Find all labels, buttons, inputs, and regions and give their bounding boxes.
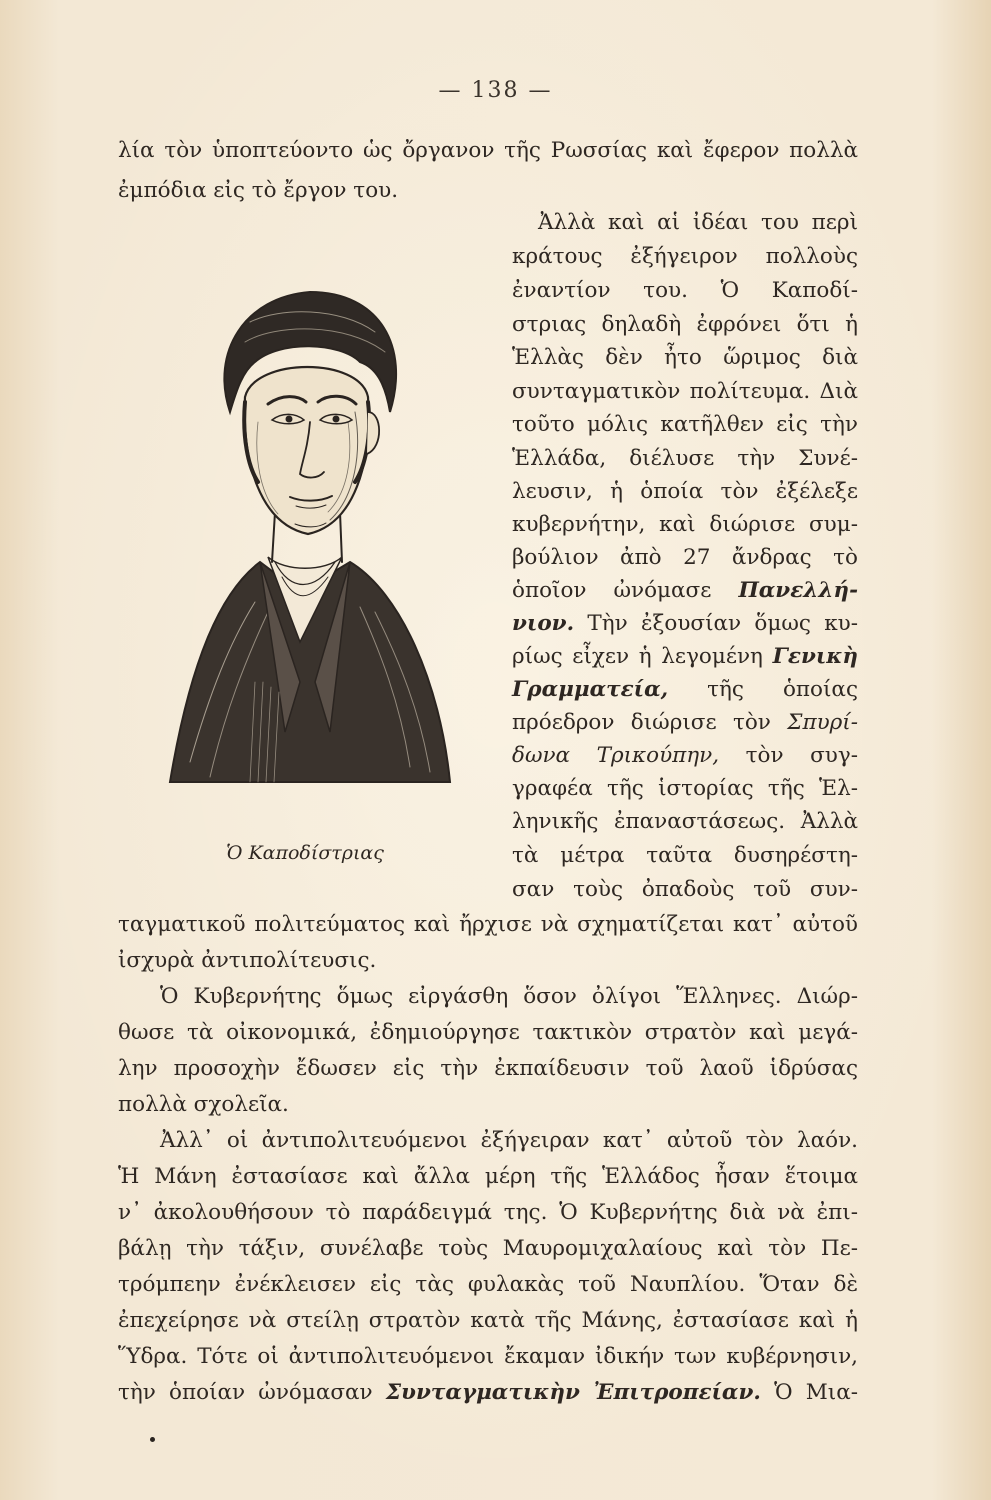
text-line: Ὕδρα. Τότε οἱ ἀντιπολιτευόμενοι ἔκαμαν ἰδικήν των κυβέρνησιν, [118, 1344, 858, 1369]
text-line: Ἑλλάδα, διέλυσε τὴν Συνέ- [512, 446, 858, 471]
text-line: συνταγματικὸν πολίτευμα. Διὰ [512, 379, 858, 404]
text-line: βάλῃ τὴν τάξιν, συνέλαβε τοὺς Μαυρομιχαλαίους καὶ τὸν Πε- [118, 1236, 858, 1261]
council-name: Πανελλή- [738, 578, 858, 603]
person-name: Σπυρί- [787, 710, 858, 735]
text-line: κράτους ἐξήγειρον πολλοὺς [512, 244, 858, 269]
text-line: λία τὸν ὑποπτεύοντο ὡς ὄργανον τῆς Ρωσσίας καὶ ἔφερον πολλὰ [118, 138, 858, 163]
text-line: Ἀλλὰ καὶ αἱ ἰδέαι του περὶ [538, 210, 858, 235]
text-line: Ἡ Μάνη ἐστασίασε καὶ ἄλλα μέρη τῆς Ἑλλάδος ἦσαν ἕτοιμα [118, 1164, 858, 1189]
text-line: Ἑλλὰς δὲν ἦτο ὥριμος διὰ [512, 345, 858, 370]
person-name-cont: δωνα Τρικούπην, [512, 743, 720, 768]
text-segment: ὁποῖον ὠνόμασε [512, 578, 712, 603]
secretariat-name-cont: Γραμματεία, [512, 677, 669, 702]
text-segment: τῆς ὁποίας [707, 677, 858, 702]
text-segment: Ὁ Μια- [774, 1380, 859, 1405]
text-line [512, 613, 858, 635]
text-line [118, 1382, 858, 1404]
text-line: ταγματικοῦ πολιτεύματος καὶ ἤρχισε νὰ σχηματίζεται κατ᾽ αὐτοῦ [118, 912, 858, 937]
text-line: πολλὰ σχολεῖα. [118, 1092, 289, 1117]
committee-name: Συνταγματικὴν Ἐπιτροπείαν. [385, 1380, 761, 1405]
text-line: ληνικῆς ἐπαναστάσεως. Ἀλλὰ [512, 809, 858, 834]
secretariat-name: Γενικὴ [772, 644, 859, 669]
text-line [512, 580, 858, 602]
text-line: ἐμπόδια εἰς τὸ ἔργον του. [118, 178, 399, 203]
text-line: ἐναντίον του. Ὁ Καποδί- [512, 278, 858, 303]
text-line: στριας δηλαδὴ ἐφρόνει ὅτι ἡ [512, 312, 858, 337]
text-line: λην προσοχὴν ἔδωσεν εἰς τὴν ἐκπαίδευσιν τοῦ λαοῦ ἱδρύσας [118, 1056, 858, 1081]
text-line: ἐπεχείρησε νὰ στείλῃ στρατὸν κατὰ τῆς Μάνης, ἐστασίασε καὶ ἡ [118, 1308, 858, 1333]
text-line: τὰ μέτρα ταῦτα δυσηρέστη- [512, 843, 858, 868]
text-line [512, 679, 858, 701]
page-number: — 138 — [438, 78, 553, 103]
text-line: βούλιον ἀπὸ 27 ἄνδρας τὸ [512, 545, 858, 570]
text-segment: τὸν συγ- [745, 743, 858, 768]
kapodistrias-portrait [150, 262, 460, 822]
text-line [512, 646, 858, 668]
text-line: τρόμπεην ἐνέκλεισεν εἰς τὰς φυλακὰς τοῦ Ναυπλίου. Ὅταν δὲ [118, 1272, 858, 1297]
text-segment: πρόεδρον διώρισε τὸν [512, 710, 771, 735]
text-line: ν᾽ ἀκολουθήσουν τὸ παράδειγμά της. Ὁ Κυβερνήτης διὰ νὰ ἐπι- [118, 1200, 858, 1225]
text-line: ἰσχυρὰ ἀντιπολίτευσις. [118, 948, 377, 973]
text-line: γραφέα τῆς ἱστορίας τῆς Ἑλ- [512, 776, 858, 801]
text-segment: Τὴν ἐξουσίαν ὅμως κυ- [587, 611, 858, 636]
council-name-cont: νιον. [512, 611, 575, 636]
text-line: σαν τοὺς ὀπαδοὺς τοῦ συν- [512, 877, 858, 902]
text-line: τοῦτο μόλις κατῆλθεν εἰς τὴν [512, 412, 858, 437]
text-line: θωσε τὰ οἰκονομικά, ἐδημιούργησε τακτικὸν στρατὸν καὶ μεγά- [118, 1020, 858, 1045]
text-line: Ὁ Κυβερνήτης ὅμως εἰργάσθη ὅσον ὀλίγοι Ἕλληνες. Διώρ- [160, 984, 858, 1009]
text-line [512, 745, 858, 767]
text-line: Ἀλλ᾽ οἱ ἀντιπολιτευόμενοι ἐξήγειραν κατ᾽ αὐτοῦ τὸν λαόν. [160, 1128, 858, 1153]
text-segment: ρίως εἶχεν ἡ λεγομένη [512, 644, 763, 669]
text-line: λευσιν, ἡ ὁποία τὸν ἐξέλεξε [512, 479, 858, 504]
text-line [512, 712, 858, 734]
portrait-caption: Ὁ Καποδίστριας [226, 842, 384, 864]
text-line: κυβερνήτην, καὶ διώρισε συμ- [512, 512, 858, 537]
text-segment: τὴν ὁποίαν ὠνόμασαν [118, 1380, 373, 1405]
ink-speck [150, 1437, 155, 1442]
